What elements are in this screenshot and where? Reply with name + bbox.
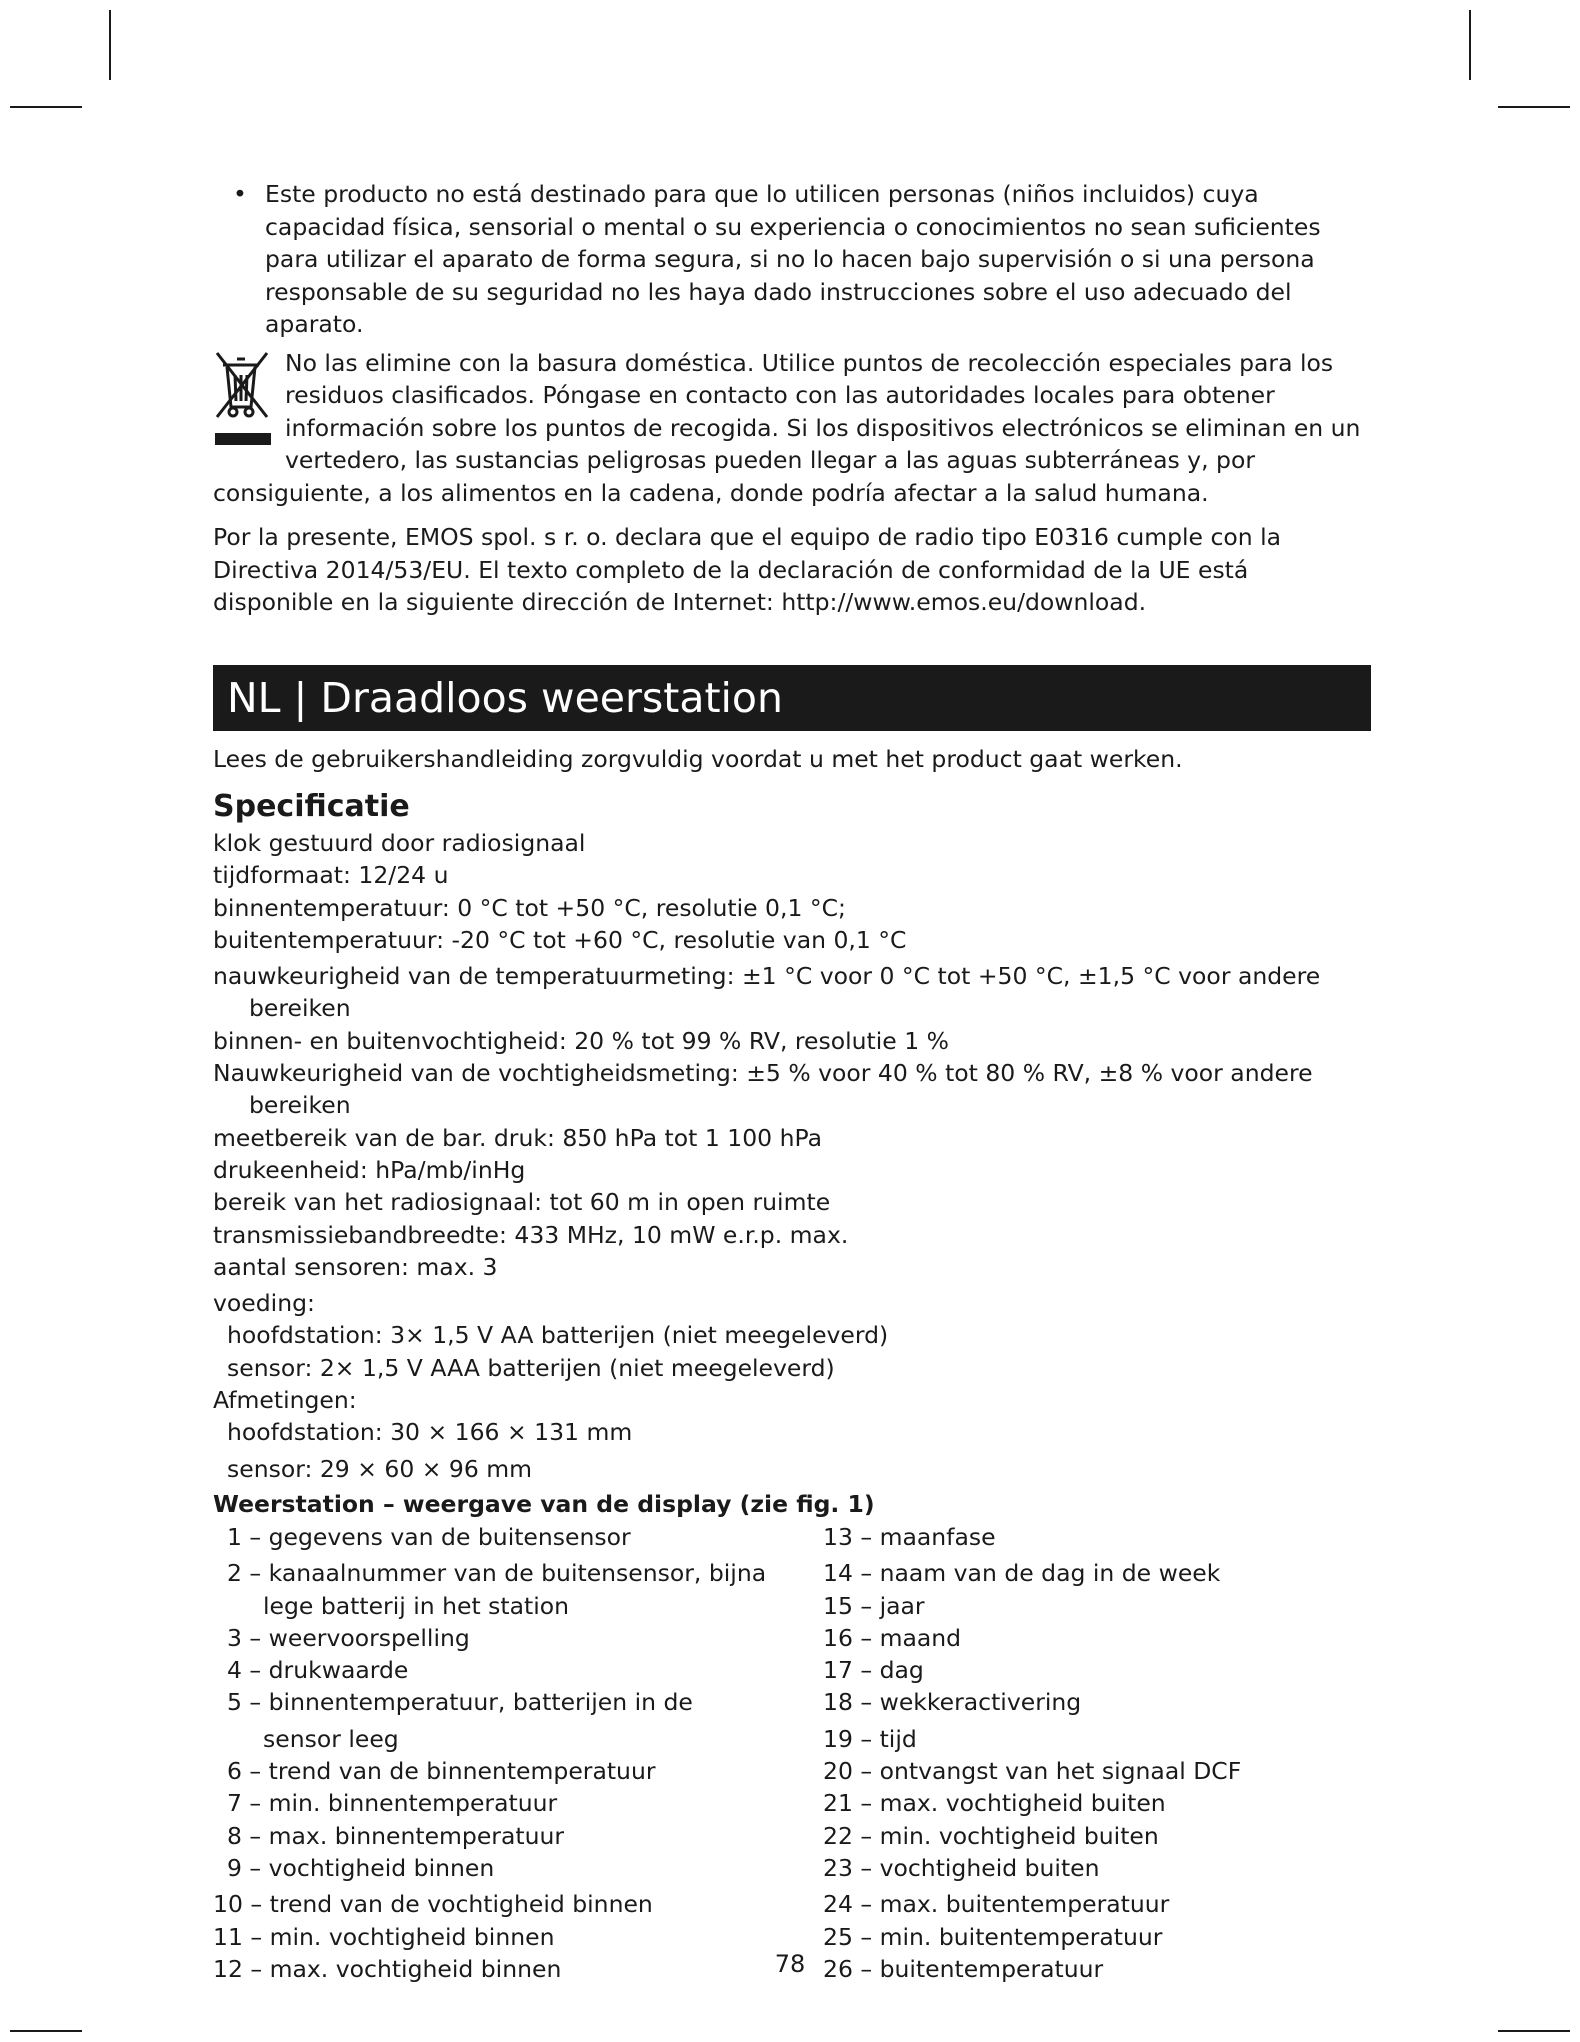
crop-mark-top-right-horizontal [1498,106,1570,108]
legend-item: 14 – naam van de dag in de week [823,1559,1221,1588]
legend-item: 2 – kanaalnummer van de buitensensor, bijna [227,1559,767,1588]
spec-line: meetbereik van de bar. druk: 850 hPa tot 1 100 hPa [213,1123,822,1152]
spec-line: klok gestuurd door radiosignaal [213,829,586,857]
legend-item: 17 – dag [823,1656,924,1685]
legend-item: 18 – wekkeractivering [823,1688,1082,1717]
legend-item: 21 – max. vochtigheid buiten [823,1789,1166,1818]
legend-item: 4 – drukwaarde [227,1656,409,1685]
legend-item-continued: lege batterij in het station [263,1591,570,1620]
spec-line: tijdformaat: 12/24 u [213,861,449,890]
spec-line: transmissiebandbreedte: 433 MHz, 10 mW e.r.p. max. [213,1220,849,1249]
legend-item: 1 – gegevens van de buitensensor [227,1522,631,1551]
legend-column-right [823,1521,1363,1985]
crop-mark-bottom-left-horizontal [10,2030,82,2032]
display-legend-heading: Weerstation – weergave van de display (zie fig. 1) [213,1489,875,1518]
legend-item: 7 – min. binnentemperatuur [227,1789,558,1818]
legend-item: 11 – min. vochtigheid binnen [213,1922,555,1951]
legend-item: 9 – vochtigheid binnen [227,1853,495,1882]
intro-text: Lees de gebruikershandleiding zorgvuldig voordat u met het product gaat werken. [213,744,1183,773]
spec-line: Nauwkeurigheid van de vochtigheidsmeting: ±5 % voor 40 % tot 80 % RV, ±8 % voor andere [213,1059,1313,1088]
spec-line-continued: bereiken [249,1091,351,1120]
legend-item: 5 – binnentemperatuur, batterijen in de [227,1688,693,1717]
crop-mark-top-left-horizontal [10,106,82,108]
spec-list [213,827,1371,1485]
legend-item: 19 – tijd [823,1724,917,1753]
spec-line: binnentemperatuur: 0 °C tot +50 °C, resolutie 0,1 °C; [213,893,846,922]
legend-item: 8 – max. binnentemperatuur [227,1821,565,1850]
spec-line: nauwkeurigheid van de temperatuurmeting: ±1 °C voor 0 °C tot +50 °C, ±1,5 °C voor andere [213,962,1321,991]
spec-line: Afmetingen: [213,1386,357,1415]
spec-line: buitentemperatuur: -20 °C tot +60 °C, resolutie van 0,1 °C [213,925,907,954]
safety-bullet [213,178,1371,341]
legend-item: 16 – maand [823,1623,962,1652]
spec-line: bereik van het radiosignaal: tot 60 m in open ruimte [213,1188,831,1217]
spec-subline: hoofdstation: 3× 1,5 V AA batterijen (niet meegeleverd) [227,1321,889,1350]
legend-item: 13 – maanfase [823,1522,996,1551]
crop-mark-top-left-vertical [109,10,111,80]
safety-bullet-text: Este producto no está destinado para que lo utilicen personas (niños incluidos) cuya capacidad física, sensorial o mental o su experiencia o conocimientos no sean suficientes para utilizar el aparato de forma segura, si no lo hacen bajo supervisión o si una persona responsable de su seguridad no les haya dado instrucciones sobre el uso adecuado del aparato. [265,180,1321,338]
page-number: 78 [774,1950,806,1978]
section-title-banner: NL | Draadloos weerstation [213,665,1371,731]
crossed-out-bin-icon [213,349,275,449]
declaration-paragraph: Por la presente, EMOS spol. s r. o. declara que el equipo de radio tipo E0316 cumple con la Directiva 2014/53/EU. El texto completo de la declaración de conformidad de la UE está disponible en la siguiente dirección de Internet: http://www.emos.eu/download. [213,523,1282,616]
legend-item: 25 – min. buitentemperatuur [823,1922,1163,1951]
spec-line-continued: bereiken [249,994,351,1023]
legend-item: 6 – trend van de binnentemperatuur [227,1757,656,1786]
spec-heading: Specificatie [213,789,410,824]
spec-line: voeding: [213,1289,315,1318]
legend-item: 23 – vochtigheid buiten [823,1853,1100,1882]
page-content [213,178,1371,2001]
spec-line: drukeenheid: hPa/mb/inHg [213,1155,526,1184]
bullet-symbol: • [233,180,247,208]
crop-mark-bottom-right-horizontal [1498,2030,1570,2032]
legend-item: 15 – jaar [823,1591,925,1620]
legend-item: 12 – max. vochtigheid binnen [213,1954,562,1983]
crop-mark-top-right-vertical [1469,10,1471,80]
legend-item: 22 – min. vochtigheid buiten [823,1821,1159,1850]
legend-item: 10 – trend van de vochtigheid binnen [213,1890,653,1919]
spec-subline: sensor: 29 × 60 × 96 mm [227,1454,533,1483]
legend-item-continued: sensor leeg [263,1724,399,1753]
spec-subline: sensor: 2× 1,5 V AAA batterijen (niet meegeleverd) [227,1353,835,1382]
legend-column-left [213,1521,773,1985]
legend-item: 24 – max. buitentemperatuur [823,1890,1170,1919]
spec-line: aantal sensoren: max. 3 [213,1252,498,1281]
legend-item: 26 – buitentemperatuur [823,1954,1104,1983]
legend-item: 20 – ontvangst van het signaal DCF [823,1757,1242,1786]
display-legend [213,1521,1371,2001]
legend-item: 3 – weervoorspelling [227,1623,470,1652]
disposal-text: No las elimine con la basura doméstica. Utilice puntos de recolección especiales para los residuos clasificados. Póngase en contacto con las autoridades locales para obtener información sobre los puntos de recogida. Si los dispositivos electrónicos se eliminan en un vertedero, las sustancias peligrosas pueden llegar a las aguas subterráneas y, por consiguiente, a los alimentos en la cadena, donde podría afectar a la salud humana. [213,348,1361,507]
spec-line: binnen- en buitenvochtigheid: 20 % tot 99 % RV, resolutie 1 % [213,1026,949,1055]
spec-subline: hoofdstation: 30 × 166 × 131 mm [227,1418,633,1447]
disposal-paragraph [213,347,1371,510]
